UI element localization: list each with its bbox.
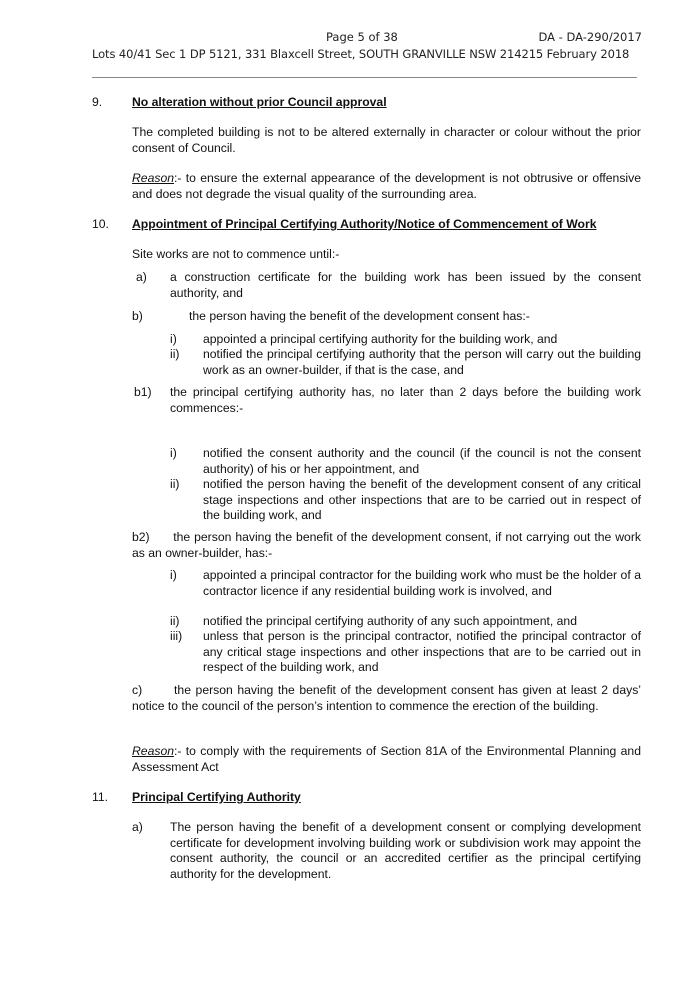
item-c-text: c) the person having the benefit of the development consent has given at least 2 days’ notice to the council of the person’s intention to commence the erection of the building. xyxy=(132,683,645,713)
header-divider xyxy=(92,77,637,78)
item-b-i-text: appointed a principal certifying authority for the building work, and xyxy=(203,332,558,346)
section-11-title: Principal Certifying Authority xyxy=(132,790,301,804)
item-b-ii-label: ii) xyxy=(170,347,180,361)
item-b2-iii-label: iii) xyxy=(170,629,183,643)
item-b-i-label: i) xyxy=(170,332,177,346)
item-11a-label: a) xyxy=(132,820,143,834)
item-11a-text: The person having the benefit of a development consent or complying development certificate for development involving building work or subdivision work may appoint the consent authority, the council or an accredited certifier as the principal certifying authority for the development. xyxy=(170,820,641,881)
reason-text: :- to ensure the external appearance of the development is not obtrusive or offensive and does not degrade the visual quality of the surrounding area. xyxy=(132,171,641,201)
section-10-reason xyxy=(132,744,641,775)
item-a-label: a) xyxy=(136,270,147,284)
item-b1-ii-text: notified the person having the benefit of the development consent of any critical stage inspections and other inspections that are to be carried out in respect of the building work, and xyxy=(203,477,641,522)
item-b-label: b) xyxy=(132,309,143,323)
item-b-ii-text: notified the principal certifying authority that the person will carry out the building work as an owner-builder, if that is the case, and xyxy=(203,347,641,377)
item-b1-i-text: notified the consent authority and the council (if the council is not the consent authority) of his or her appointment, and xyxy=(203,446,641,476)
reason-text: :- to comply with the requirements of Section 81A of the Environmental Planning and Assessment Act xyxy=(132,744,641,774)
section-10-number: 10. xyxy=(92,217,109,231)
item-b2-i-text: appointed a principal contractor for the building work who must be the holder of a contractor licence if any residential building work is involved, and xyxy=(203,568,641,598)
reason-label: Reason xyxy=(132,744,175,758)
address-text: Lots 40/41 Sec 1 DP 5121, 331 Blaxcell Street, SOUTH GRANVILLE NSW 2142 xyxy=(92,47,529,61)
item-b2-i-label: i) xyxy=(170,568,177,582)
item-b2-iii-text: unless that person is the principal contractor, notified the principal contractor of any critical stage inspections and other inspections that are to be carried out in respect of the building work, and xyxy=(203,629,641,674)
item-b-text: the person having the benefit of the development consent has:- xyxy=(189,309,530,323)
item-b2-text: b2) the person having the benefit of the development consent, if not carrying out the work as an owner-builder, has:- xyxy=(132,530,645,560)
item-a-text: a construction certificate for the building work has been issued by the consent authority, and xyxy=(170,270,641,300)
item-b2-ii-text: notified the principal certifying authority of any such appointment, and xyxy=(203,614,577,628)
section-9-title: No alteration without prior Council approval xyxy=(132,95,387,109)
section-9-number: 9. xyxy=(92,95,103,109)
item-b1-text: the principal certifying authority has, no later than 2 days before the building work commences:- xyxy=(170,385,641,415)
header-date: 15 February 2018 xyxy=(528,47,630,61)
section-10-title: Appointment of Principal Certifying Authority/Notice of Commencement of Work xyxy=(132,217,597,231)
section-11-number: 11. xyxy=(92,790,109,804)
section-9-body: The completed building is not to be altered externally in character or colour without the prior consent of Council. xyxy=(132,125,641,155)
reason-label: Reason xyxy=(132,171,175,185)
section-9-reason xyxy=(132,171,641,202)
item-b2-ii-label: ii) xyxy=(170,614,180,628)
section-10-intro: Site works are not to commence until:- xyxy=(132,247,340,261)
item-b1-i-label: i) xyxy=(170,446,177,460)
da-reference: DA - DA-290/2017 xyxy=(538,30,642,44)
item-b1-ii-label: ii) xyxy=(170,477,180,491)
item-b1-label: b1) xyxy=(134,385,152,399)
page-number: Page 5 of 38 xyxy=(326,30,398,44)
site-address xyxy=(92,47,629,61)
